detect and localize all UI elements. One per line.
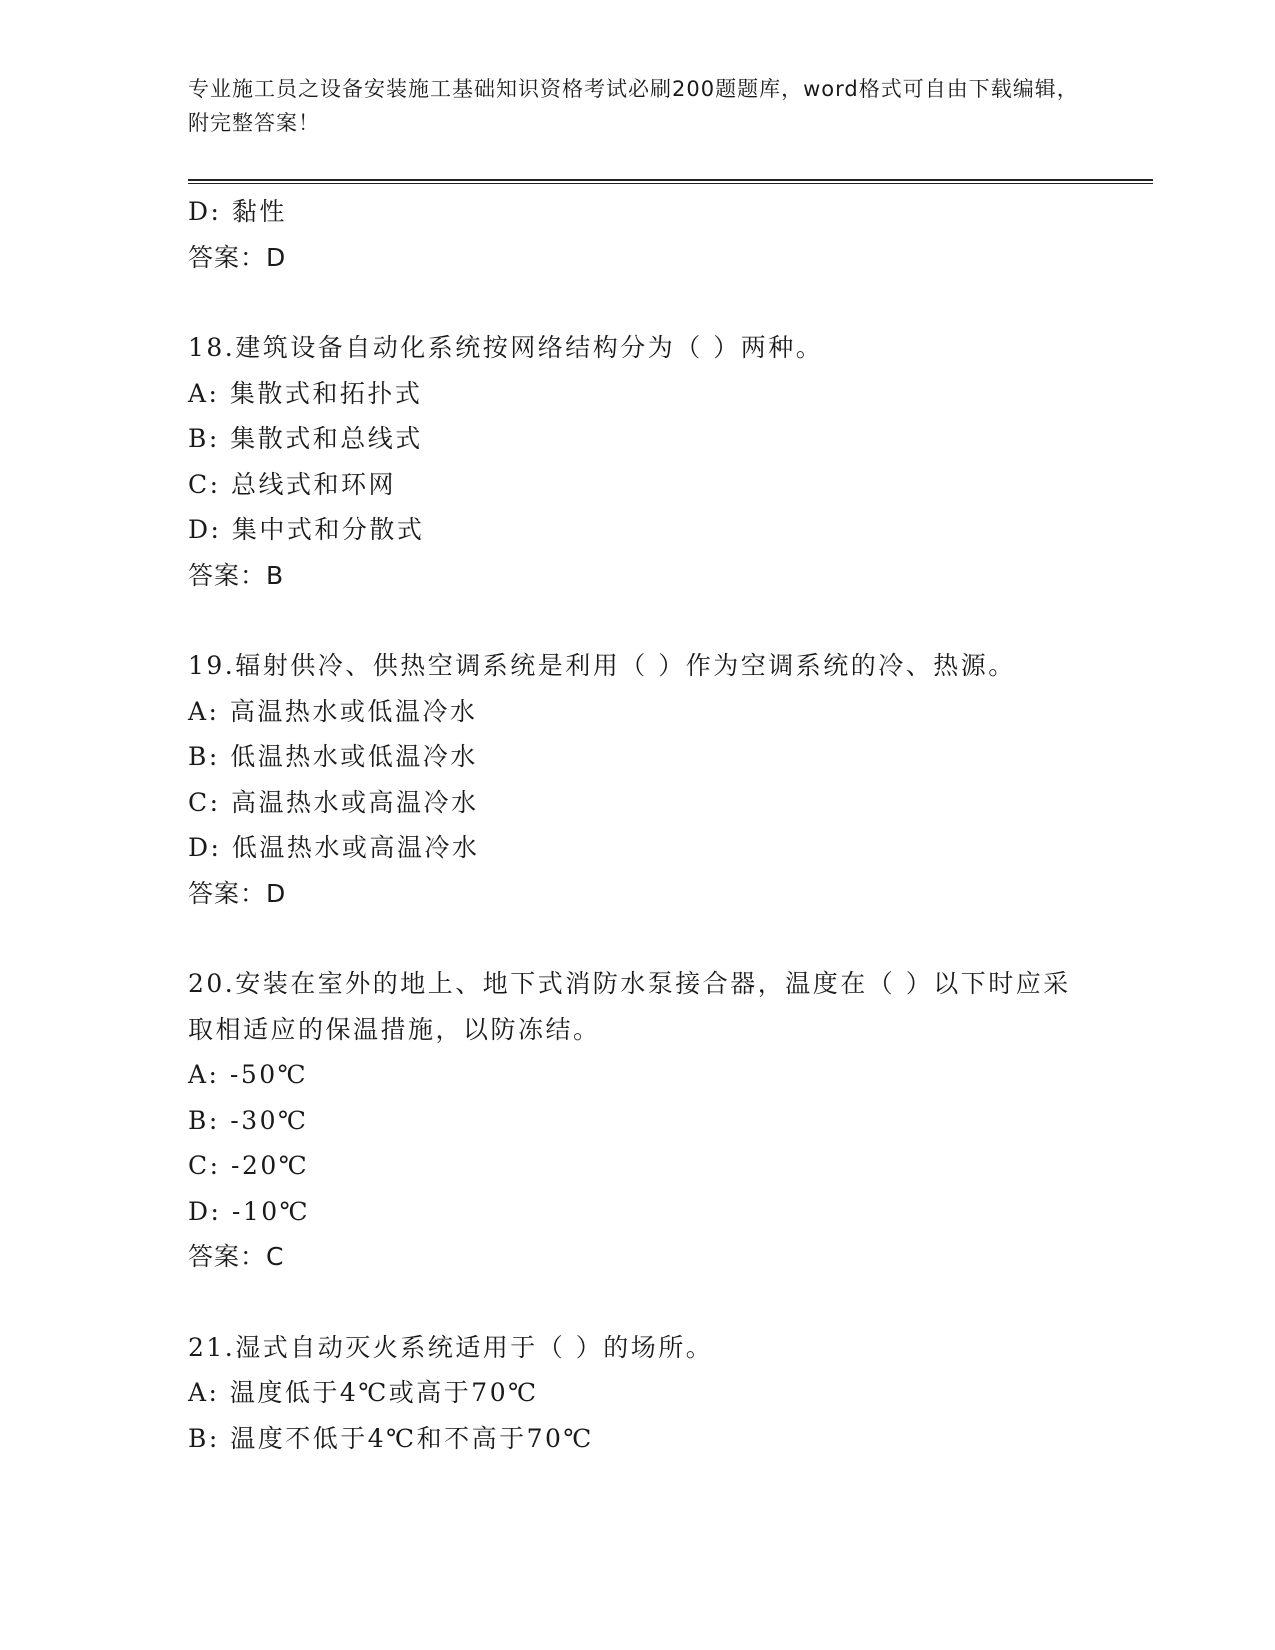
document-header: 专业施工员之设备安装施工基础知识资格考试必刷200题题库，word格式可自由下载编辑，附完整答案！	[188, 77, 1079, 135]
option-c: C: -20℃	[188, 1151, 310, 1180]
question-stem: 20.安装在室外的地上、地下式消防水泵接合器，温度在（ ）以下时应采取相适应的保温措施，以防冻结。	[188, 969, 1071, 1044]
question-stem: 18.建筑设备自动化系统按网络结构分为（ ）两种。	[188, 333, 824, 362]
option-b: B: 温度不低于4℃和不高于70℃	[188, 1423, 594, 1453]
option-d: D: 黏性	[188, 197, 287, 226]
option-a: A: -50℃	[188, 1060, 309, 1089]
answer-line: 答案：C	[188, 1242, 285, 1271]
option-b: B: 低温热水或低温冷水	[188, 742, 478, 771]
previous-question-tail	[188, 189, 1088, 280]
option-b: B: -30℃	[188, 1105, 309, 1135]
answer-line: 答案：D	[188, 878, 287, 908]
question-21	[188, 1325, 1088, 1462]
option-d: D: 低温热水或高温冷水	[188, 833, 480, 862]
question-list	[188, 189, 1088, 1461]
option-a: A: 温度低于4℃或高于70℃	[188, 1378, 539, 1407]
option-d: D: 集中式和分散式	[188, 515, 425, 544]
header-divider	[188, 179, 1153, 184]
question-18	[188, 325, 1088, 598]
question-20	[188, 961, 1088, 1280]
option-b: B: 集散式和总线式	[188, 424, 423, 453]
option-c: C: 高温热水或高温冷水	[188, 787, 479, 817]
question-19	[188, 643, 1088, 916]
option-a: A: 高温热水或低温冷水	[188, 696, 478, 726]
question-stem: 19.辐射供冷、供热空调系统是利用（ ）作为空调系统的冷、热源。	[188, 651, 1016, 680]
option-a: A: 集散式和拓扑式	[188, 378, 423, 408]
option-c: C: 总线式和环网	[188, 469, 396, 499]
answer-line: 答案：B	[188, 560, 285, 590]
question-stem: 21.湿式自动灭火系统适用于（ ）的场所。	[188, 1332, 714, 1362]
option-d: D: -10℃	[188, 1196, 311, 1226]
answer-line: 答案：D	[188, 242, 287, 272]
